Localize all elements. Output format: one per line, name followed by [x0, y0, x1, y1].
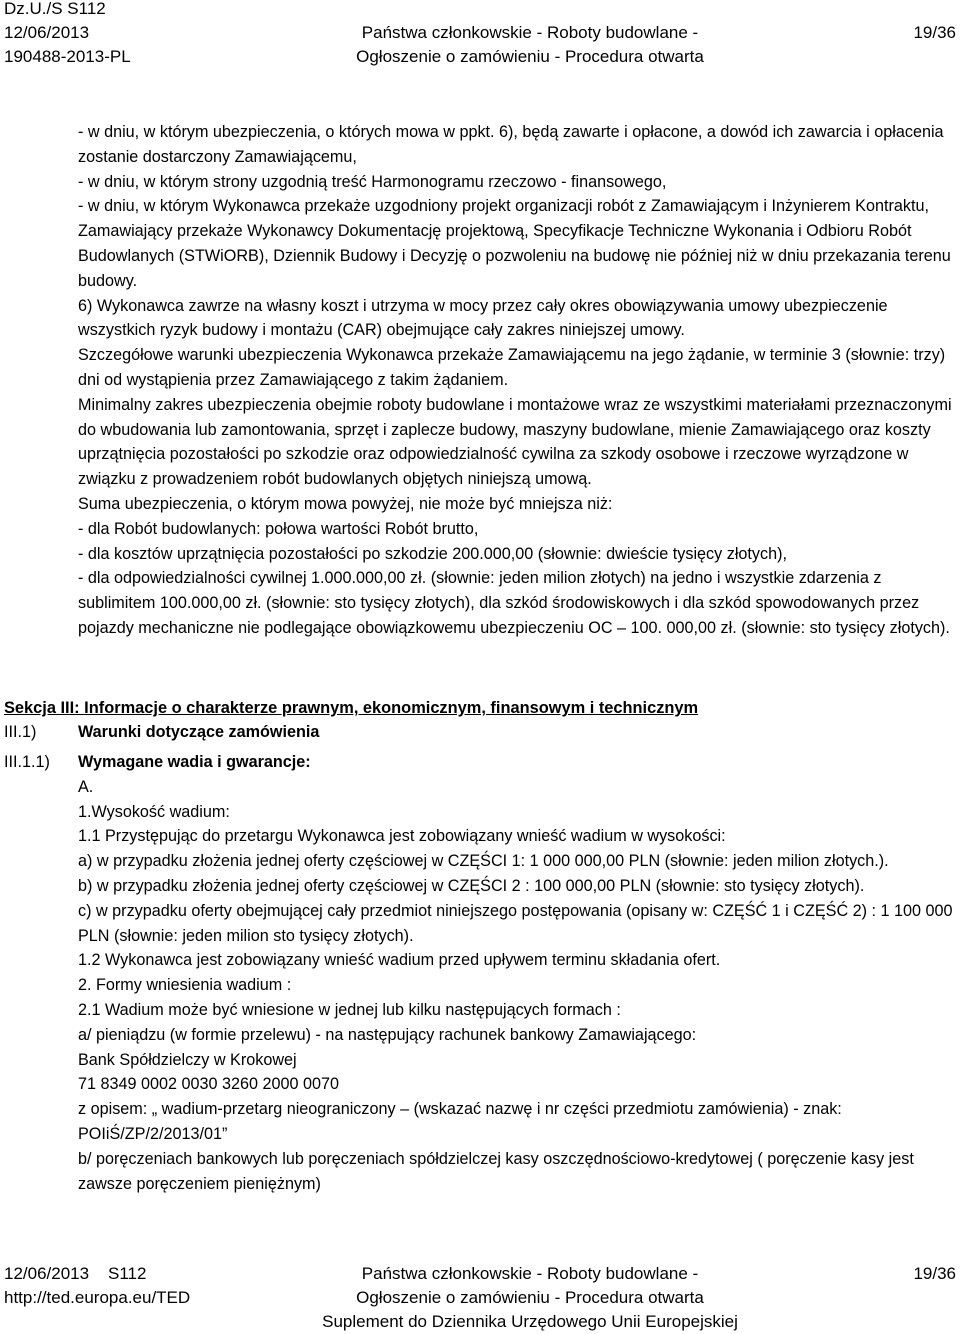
notice-id: 190488-2013-PL — [4, 47, 131, 66]
subsection-title: Warunki dotyczące zamówienia — [78, 723, 320, 741]
footer-date: 12/06/2013 — [4, 1264, 90, 1283]
paragraph: Zamawiający przekaże Wykonawcy Dokumentację projektową, Specyfikacje Techniczne Wykonania i Odbioru Robót Budowlanych (STWiORB), Dziennik Budowy i Decyzję o pozwoleniu na budowę nie później niż w dniu przekazania terenu budowy. — [78, 222, 951, 290]
header-date: 12/06/2013 — [4, 23, 90, 42]
content-line: c) w przypadku oferty obejmującej cały przedmiot niniejszego postępowania (opisany w: CZĘŚĆ 1 i CZĘŚĆ 2) : 1 100 000 PLN (słownie: jeden milion sto tysięcy złotych). — [78, 901, 953, 945]
footer-title-line3: Suplement do Dziennika Urzędowego Unii Europejskiej — [322, 1312, 738, 1331]
footer-title — [290, 1262, 770, 1334]
content-line: b) w przypadku złożenia jednej oferty częściowej w CZĘŚCI 2 : 100 000,00 PLN (słownie: sto tysięcy złotych). — [78, 876, 865, 895]
content-line: a/ pieniądzu (w formie przelewu) - na następujący rachunek bankowy Zamawiającego: — [78, 1025, 697, 1044]
header-left — [4, 0, 131, 69]
content-line: a) w przypadku złożenia jednej oferty częściowej w CZĘŚCI 1: 1 000 000,00 PLN (słownie: jeden milion złotych.). — [78, 852, 889, 871]
section-title: Sekcja III: Informacje o charakterze prawnym, ekonomicznym, finansowym i technicznym — [4, 699, 699, 717]
content-line: 1.Wysokość wadium: — [78, 802, 230, 821]
subsection-number: III.1) — [4, 723, 37, 741]
paragraph: 6) Wykonawca zawrze na własny koszt i utrzyma w mocy przez cały okres obowiązywania umowy ubezpieczenie wszystkich ryzyk budowy i montażu (CAR) obejmujące cały zakres niniejszej umowy. — [78, 296, 888, 340]
footer-url[interactable]: http://ted.europa.eu/TED — [4, 1288, 191, 1307]
subsection-number: III.1.1) — [4, 753, 50, 771]
content-line: 1.1 Przystępując do przetargu Wykonawca jest zobowiązany wnieść wadium w wysokości: — [78, 827, 726, 846]
footer-date-series — [4, 1262, 190, 1286]
paragraph: Suma ubezpieczenia, o którym mowa powyżej, nie może być mniejsza niż: — [78, 494, 613, 513]
header-page-number: 19/36 — [913, 23, 956, 42]
header-title-line2: Ogłoszenie o zamówieniu - Procedura otwarta — [356, 47, 704, 66]
content-line: 2. Formy wniesienia wadium : — [78, 976, 292, 995]
footer-series: S112 — [108, 1264, 147, 1283]
content-line: 71 8349 0002 0030 3260 2000 0070 — [78, 1075, 340, 1094]
header-title — [300, 21, 760, 69]
page-footer — [0, 1262, 960, 1334]
footer-page-number: 19/36 — [913, 1264, 956, 1283]
paragraph: - w dniu, w którym strony uzgodnią treść Harmonogramu rzeczowo - finansowego, — [78, 172, 667, 191]
paragraph: - w dniu, w którym Wykonawca przekaże uzgodniony projekt organizacji robót z Zamawiającym i Inżynierem Kontraktu, — [78, 197, 929, 216]
content-line: 1.2 Wykonawca jest zobowiązany wnieść wadium przed upływem terminu składania ofert. — [78, 951, 721, 970]
footer-title-line2: Ogłoszenie o zamówieniu - Procedura otwarta — [356, 1288, 704, 1307]
content-line: A. — [78, 777, 94, 796]
content-line: b/ poręczeniach bankowych lub poręczeniach spółdzielczej kasy oszczędnościowo-kredytowej ( poręczenie kasy jest zawsze poręczeniem pieniężnym) — [78, 1149, 914, 1193]
footer-left — [4, 1262, 190, 1310]
paragraph: Minimalny zakres ubezpieczenia obejmie roboty budowlane i montażowe wraz ze wszystkimi materiałami przeznaczonymi do wbudowania lub zamontowania, sprzęt i zaplecze budowy, maszyny budowlane, mienie Zamawiającego oraz koszty uprzątnięcia pozostałości po szkodzie oraz odpowiedzialność cywilna za szkody osobowe i rzeczowe wyrządzone w związku z prowadzeniem robót budowlanych objętych niniejszą umową. — [78, 395, 952, 489]
paragraph: Szczegółowe warunki ubezpieczenia Wykonawca przekaże Zamawiającemu na jego żądanie, w terminie 3 (słownie: trzy) dni od wystąpienia przez Zamawiającego z takim żądaniem. — [78, 346, 946, 389]
page-header — [0, 0, 960, 70]
content-line: Bank Spółdzielczy w Krokowej — [78, 1050, 297, 1069]
content-line: z opisem: „ wadium-przetarg nieograniczony – (wskazać nazwę i nr części przedmiotu zamówienia) - znak: POIiŚ/ZP/2/2013/01” — [78, 1100, 842, 1143]
subsection-title: Wymagane wadia i gwarancje: — [78, 753, 311, 771]
paragraph: - w dniu, w którym ubezpieczenia, o których mowa w ppkt. 6), będą zawarte i opłacone, a dowód ich zawarcia i opłacenia zostanie dostarczony Zamawiającemu, — [78, 123, 944, 166]
subsection-content — [78, 750, 956, 1196]
header-title-line1: Państwa członkowskie - Roboty budowlane - — [361, 23, 699, 42]
paragraph: - dla Robót budowlanych: połowa wartości Robót brutto, — [78, 519, 479, 538]
journal-ref: Dz.U./S S112 — [4, 0, 106, 18]
paragraph: - dla odpowiedzialności cywilnej 1.000.000,00 zł. (słownie: jeden milion złotych) na jedno i wszystkie zdarzenia z sublimitem 100.000,00 zł. (słownie: sto tysięcy złotych), dla szkód środowiskowych i dla szkód spowodowanych przez pojazdy mechaniczne nie podlegające obowiązkowemu ubezpieczeniu OC – 100. 000,00 zł. (słownie: sto tysięcy złotych). — [78, 569, 950, 637]
paragraph: - dla kosztów uprzątnięcia pozostałości po szkodzie 200.000,00 (słownie: dwieście tysięcy złotych), — [78, 544, 787, 563]
content-line: 2.1 Wadium może być wniesione w jednej lub kilku następujących formach : — [78, 1000, 621, 1019]
footer-title-line1: Państwa członkowskie - Roboty budowlane - — [361, 1264, 699, 1283]
body-text — [78, 120, 958, 641]
